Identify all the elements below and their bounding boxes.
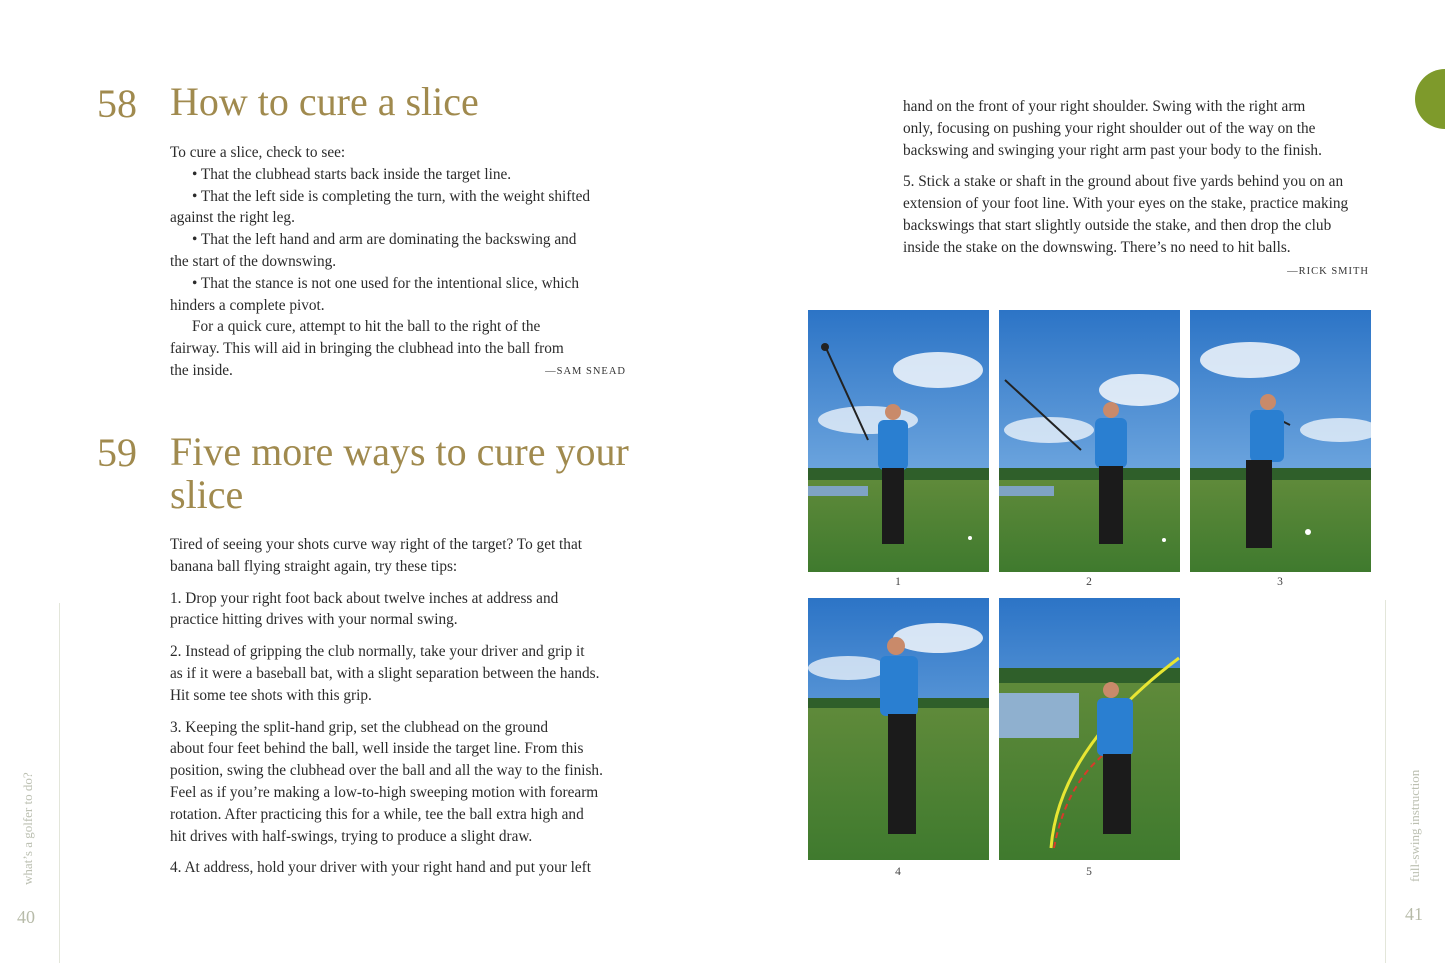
tip-line-last	[170, 360, 640, 382]
tip-4-continued-line: only, focusing on pushing your right shoulder out of the way on the	[903, 119, 1316, 137]
tip-3-line: 3. Keeping the split-hand grip, set the clubhead on the ground	[170, 718, 549, 736]
right-side-label: full-swing instruction	[1407, 769, 1422, 882]
tip-1-line: 1. Drop your right foot back about twelve inches at address and	[170, 589, 559, 607]
tip-5-line: backswings that start slightly outside the stake, and then drop the club	[903, 216, 1332, 234]
page-number-left: 40	[17, 907, 35, 927]
bullet-line: • That the clubhead starts back inside the target line.	[192, 165, 512, 183]
credit-line	[903, 259, 1383, 283]
tip-5-line: extension of your foot line. With your eyes on the stake, practice making	[903, 195, 1349, 213]
tip-3-line: position, swing the clubhead over the ball and all the way to the finish.	[170, 762, 603, 780]
section-58-number: 58	[97, 81, 137, 126]
tip-2-line: Hit some tee shots with this grip.	[170, 686, 372, 704]
tip-2-line: as if it were a baseball bat, with a slight separation between the hands.	[170, 664, 600, 682]
photo-caption-2: 2	[1086, 576, 1092, 588]
credit-sam-snead: —SAM SNEAD	[545, 365, 626, 377]
section-59-body	[170, 534, 650, 879]
tip-4-continued-line: hand on the front of your right shoulder. Swing with the right arm	[903, 98, 1306, 115]
chapter-tab	[1415, 69, 1445, 129]
right-column-text	[903, 96, 1383, 283]
tip-line: For a quick cure, attempt to hit the ball to the right of the	[192, 318, 541, 336]
right-margin-rule	[1385, 600, 1386, 963]
section-59-title-line: Five more ways to cure your	[170, 429, 629, 474]
swing-photo-4	[808, 598, 989, 860]
swing-photo-2	[999, 310, 1180, 572]
section-58-title: How to cure a slice	[170, 79, 479, 124]
tip-3-line: Feel as if you’re making a low-to-high sweeping motion with forearm	[170, 783, 599, 801]
bullet-line: the start of the downswing.	[170, 252, 337, 270]
tip-2-line: 2. Instead of gripping the club normally, take your driver and grip it	[170, 643, 585, 661]
section-59-title	[170, 430, 690, 516]
swing-photo-3	[1190, 310, 1371, 572]
intro-line: Tired of seeing your shots curve way right of the target? To get that	[170, 536, 582, 553]
section-59-number: 59	[97, 430, 137, 475]
bullet-line: • That the left side is completing the turn, with the weight shifted	[192, 187, 591, 205]
tip-1-line: practice hitting drives with your normal swing.	[170, 611, 458, 629]
bullet-line: hinders a complete pivot.	[170, 296, 325, 314]
intro-line: banana ball flying straight again, try these tips:	[170, 557, 458, 575]
photo-caption-4: 4	[895, 866, 901, 878]
tip-5-line: 5. Stick a stake or shaft in the ground about five yards behind you on an	[903, 173, 1344, 191]
tip-5-line: inside the stake on the downswing. There’s no need to hit balls.	[903, 238, 1291, 256]
page-number-right: 41	[1405, 904, 1423, 924]
section-58-body	[170, 142, 640, 382]
photo-caption-3: 3	[1277, 576, 1283, 588]
tip-line: the inside.	[170, 361, 233, 379]
bullet-line: • That the stance is not one used for the intentional slice, which	[192, 274, 579, 292]
tip-3-line: about four feet behind the ball, well inside the target line. From this	[170, 740, 584, 758]
section-59-title-line: slice	[170, 472, 244, 517]
bullet-line: • That the left hand and arm are dominating the backswing and	[192, 231, 577, 249]
photo-caption-5: 5	[1086, 866, 1092, 878]
photo-caption-1: 1	[895, 576, 901, 588]
left-margin-rule	[59, 603, 60, 963]
tip-4-line: 4. At address, hold your driver with your right hand and put your left	[170, 859, 592, 877]
tip-line: fairway. This will aid in bringing the clubhead into the ball from	[170, 340, 564, 358]
bullet-line: against the right leg.	[170, 209, 295, 227]
credit-rick-smith: —RICK SMITH	[1287, 265, 1369, 277]
swing-photo-1	[808, 310, 989, 572]
tip-4-continued-line: backswing and swinging your right arm past your body to the finish.	[903, 141, 1322, 159]
tip-3-line: rotation. After practicing this for a while, tee the ball extra high and	[170, 805, 584, 823]
swing-photo-5	[999, 598, 1180, 860]
section-58-intro: To cure a slice, check to see:	[170, 144, 346, 161]
left-side-label: what’s a golfer to do?	[20, 772, 35, 885]
tip-3-line: hit drives with half-swings, trying to produce a slight draw.	[170, 827, 533, 845]
